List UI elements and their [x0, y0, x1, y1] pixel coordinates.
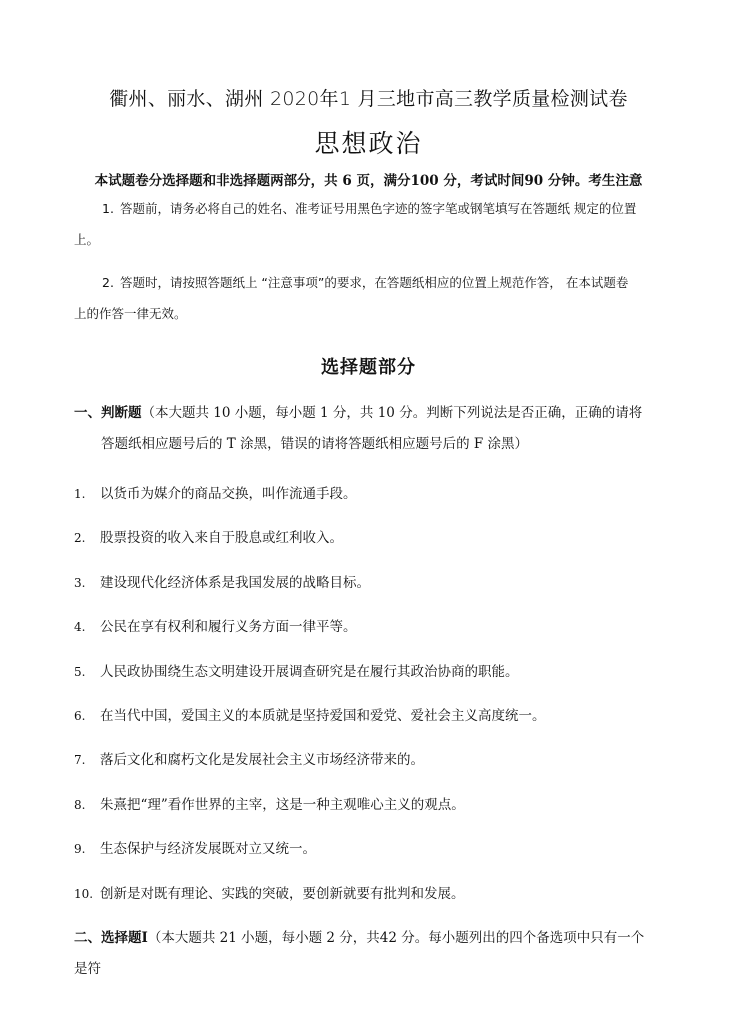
question-text: 创新是对既有理论、实践的突破，要创新就要有批判和发展。 — [100, 886, 465, 902]
part-one-label: 一、判断题 — [74, 405, 142, 421]
subject-title: 思想政治 — [314, 129, 423, 158]
question-text: 人民政协围绕生态文明建设开展调查研究是在履行其政治协商的职能。 — [100, 664, 519, 680]
notice-text: 答题时，请按照答题纸上 “注意事项”的要求，在答题纸相应的位置上规范作答， 在本试题卷上的作答一律无效。 — [74, 275, 629, 321]
question-text: 朱熹把“理”看作世界的主宰，这是一种主观唯心主义的观点。 — [100, 797, 465, 813]
question-number: 2. — [74, 531, 86, 545]
question-number: 9. — [74, 842, 86, 856]
notice-number: 1. — [102, 201, 114, 216]
exam-intro: 本试题卷分选择题和非选择题两部分，共 6 页，满分100 分，考试时间90 分钟。考生注意 — [94, 173, 643, 189]
notice-item — [74, 193, 640, 255]
question-item — [74, 482, 654, 502]
part-two-desc: （本大题共 21 小题，每小题 2 分，共42 分。每小题列出的四个备选项中只有一个是符 — [74, 930, 645, 977]
part-two-instructions — [74, 923, 654, 985]
question-number: 8. — [74, 798, 86, 812]
question-number: 3. — [74, 576, 86, 590]
notice-text: 答题前，请务必将自己的姓名、准考证号用黑色字迹的签字笔或钢笔填写在答题纸 规定的位置上。 — [74, 201, 637, 247]
question-number: 6. — [74, 709, 86, 723]
notice-item — [74, 267, 640, 329]
part-one-desc-cont: 答题纸相应题号后的 T 涂黑，错误的请将答题纸相应题号后的 F 涂黑） — [101, 436, 529, 452]
question-item — [74, 615, 654, 635]
question-item — [74, 526, 654, 546]
question-item — [74, 704, 654, 724]
question-item — [74, 882, 654, 902]
question-text: 生态保护与经济发展既对立又统一。 — [100, 841, 316, 857]
question-number: 10. — [74, 887, 94, 901]
question-number: 5. — [74, 665, 86, 679]
question-number: 4. — [74, 620, 86, 634]
part-one-desc: （本大题共 10 小题，每小题 1 分，共 10 分。判断下列说法是否正确，正确的请将 — [141, 405, 643, 421]
question-item — [74, 837, 654, 857]
question-text: 公民在享有权利和履行义务方面一律平等。 — [100, 619, 357, 635]
question-text: 建设现代化经济体系是我国发展的战略目标。 — [100, 575, 370, 591]
question-item — [74, 748, 654, 768]
question-number: 1. — [74, 487, 86, 501]
section-heading: 选择题部分 — [321, 357, 416, 378]
exam-title: 衢州、丽水、湖州 2020年1 月三地市高三教学质量检测试卷 — [109, 88, 628, 110]
question-text: 股票投资的收入来自于股息或红利收入。 — [100, 530, 343, 546]
question-item — [74, 660, 654, 680]
question-text: 在当代中国，爱国主义的本质就是坚持爱国和爱党、爱社会主义高度统一。 — [100, 708, 546, 724]
question-number: 7. — [74, 753, 86, 767]
notice-number: 2. — [102, 275, 114, 290]
question-text: 落后文化和腐朽文化是发展社会主义市场经济带来的。 — [100, 752, 424, 768]
question-text: 以货币为媒介的商品交换，叫作流通手段。 — [100, 486, 357, 502]
part-two-label: 二、选择题Ⅰ — [74, 930, 148, 946]
question-item — [74, 571, 654, 591]
question-item — [74, 793, 654, 813]
part-one-instructions — [74, 398, 654, 460]
